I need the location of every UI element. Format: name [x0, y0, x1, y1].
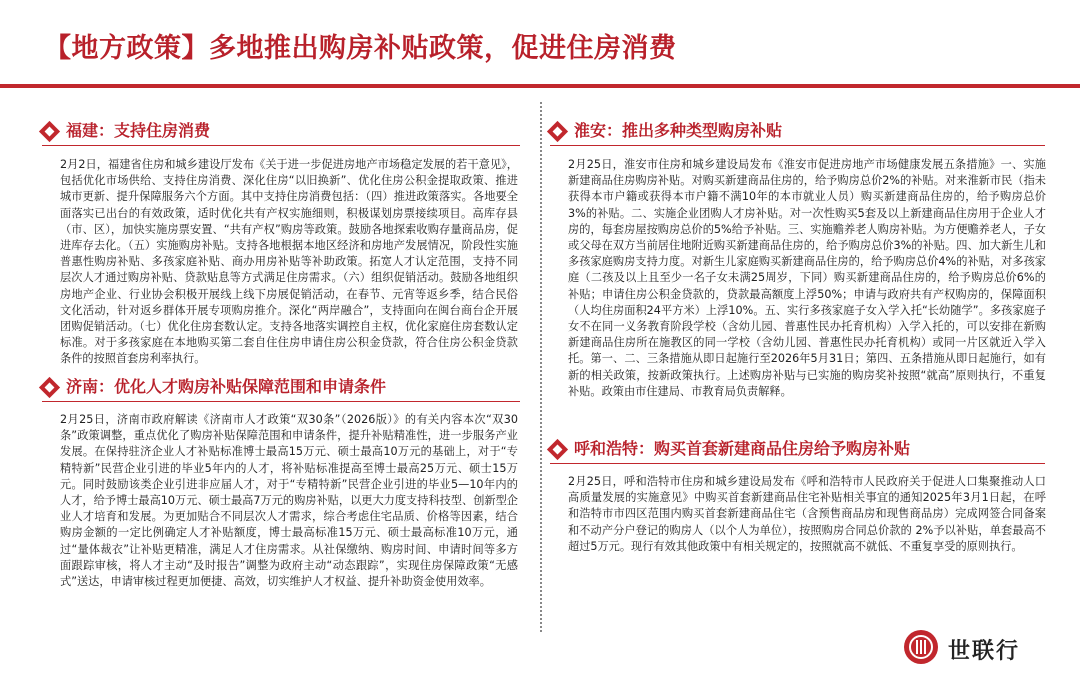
section-title: 福建：支持住房消费 [66, 121, 211, 140]
title-bar [0, 0, 1080, 88]
section-title: 呼和浩特：购买首套新建商品住房给予购房补贴 [574, 439, 911, 458]
diamond-bullet-icon [39, 377, 60, 398]
section-header-huaian [550, 118, 1045, 146]
section-body-hohhot: 2月25日，呼和浩特市住房和城乡建设局发布《呼和浩特市人民政府关于促进人口集聚推动人口高质量发展的实施意见》中购买首套新建商品住宅补贴相关事宜的通知2025年3月1日起，在呼和浩特市市四区范围内购买首套新建商品住宅（含预售商品房和现售商品房）完成网签合同备案和不动产分户登记的购房人（以个人为单位），按照购房合同总价款的 2%予以补贴，单套最高不超过5万元。现行有效其他政策中有相关规定的，按照就高不就低、不重复享受的原则执行。 [568, 475, 1046, 553]
section-body-jinan: 2月25日，济南市政府解读《济南市人才政策“双30条”（2026版）》的有关内容本次“双30条”政策调整，重点优化了购房补贴保障范围和申请条件，提升补贴精准性，进一步服务产业发展。在保持驻济企业人才补贴标准博士最高15万元、硕士最高10万元的基础上，对于“专精特新”民营企业引进的毕业5年内的人才，将补贴标准提高至博士最高25万元、硕士15万元。同时鼓励该类企业引进非应届人才，对于“专精特新”民营企业引进的毕业5—10年内的人才，给予博士最高10万元、硕士最高7万元的购房补贴，以更大力度支持科技型、创新型企业人才培育和发展。为更加贴合不同层次人才需求，综合考虑住宅品质、价格等因素，结合购房金额的一定比例确定人才补贴额度，博士最高标准15万元、硕士最高标准10万元，通过“量体裁衣”让补贴更精准，满足人才住房需求。从社保缴纳、购房时间、申请时间等多方面跟踪审核，将人才主动“及时报告”调整为政府主动“动态跟踪”，实现住房保障政策“无感式”送达，申请审核过程更加便捷、高效，切实维护人才权益、提升补助资金使用效率。 [60, 413, 518, 589]
section-body-huaian: 2月25日，淮安市住房和城乡建设局发布《淮安市促进房地产市场健康发展五条措施》一、实施新建商品住房购房补贴。对购买新建商品住房的，给予购房总价2%的补贴。对来淮新市民（指未获得本市户籍或获得本市户籍不满10年的本市就业人员）购买新建商品住房的，给予购房总价3%的补贴。二、实施企业团购人才房补贴。对一次性购买5套及以上新建商品住房用于企业人才房的，每套房屋按购房总价的5%给予补贴。三、实施赡养老人购房补贴。为方便赡养老人，子女或父母在双方当前居住地附近购买新建商品住房的，给予购房总价3%的补贴。四、加大新生儿和多孩家庭购房支持力度。对新生儿家庭购买新建商品住房的，给予购房总价4%的补贴，对多孩家庭（二孩及以上且至少一名子女未满25周岁，下同）购买新建商品住房的，给予购房总价6%的补贴；申请住房公积金贷款的，贷款最高额度上浮50%；申请与政府共有产权购房的，保障面积（人均住房面积24平方米）上浮10%。五、实行多孩家庭子女入学入托“长幼随学”。多孩家庭子女不在同一义务教育阶段学校（含幼儿园、普惠性民办托育机构）入学入托的，可以安排在新购新建商品住房所在施教区的同一学校（含幼儿园、普惠性民办托育机构）或同一片区就近入学入托。第一、二、三条措施从即日起施行至2026年5月31日；第四、五条措施从即日起施行，如有新的相关政策，按新政策执行。上述购房补贴与已实施的购房奖补按照“就高”原则执行，不重复补贴。政策由市住建局、市教育局负责解释。 [568, 158, 1046, 398]
section-title: 济南：优化人才购房补贴保障范围和申请条件 [66, 377, 387, 396]
section-rule [42, 401, 520, 402]
section-header-jinan [42, 374, 520, 402]
title-underline [0, 84, 1080, 88]
logo-text: 世联行 [948, 639, 1021, 664]
section-body-fujian: 2月2日，福建省住房和城乡建设厅发布《关于进一步促进房地产市场稳定发展的若干意见》，包括优化市场供给、支持住房消费、深化住房“以旧换新”、优化住房公积金提取政策、推进城市更新、提升保障服务六个方面。其中支持住房消费包括：（四）推进政策落实。各地要全面落实已出台的有效政策，适时优化共有产权实施细则，积极谋划房票接续项目。高库存县（市、区），加快实施房票安置、“共有产权”购房等政策。鼓励各地探索收购存量商品房，促进库存去化。（五）实施购房补贴。支持各地根据本地区经济和房地产发展情况，阶段性实施普惠性购房补贴、多孩家庭补贴、商办用房补贴等补助政策。拓宽人才认定范围，支持不同层次人才通过购房补贴、贷款贴息等方式满足住房需求。（六）组织促销活动。鼓励各地组织房地产企业、行业协会积极开展线上线下房展促销活动，在春节、元宵等返乡季，结合民俗文化活动，针对返乡群体开展专项购房推介。深化“两岸融合”，支持面向在闽台商台企开展团购促销活动。（七）优化住房套数认定。支持各地落实调控自主权，优化家庭住房套数认定标准。对于多孩家庭在本地购买第二套自住住房申请住房公积金贷款，符合住房公积金贷款条件的按照首套房利率执行。 [60, 158, 518, 366]
section-header-hohhot [550, 436, 1045, 464]
brand-logo [904, 628, 1054, 668]
section-rule [550, 463, 1045, 464]
diamond-bullet-icon [547, 121, 568, 142]
section-rule [42, 145, 520, 146]
column-divider [540, 102, 542, 632]
section-header-fujian [42, 118, 520, 146]
diamond-bullet-icon [547, 439, 568, 460]
page-title: 【地方政策】多地推出购房补贴政策，促进住房消费 [44, 33, 677, 64]
section-title: 淮安：推出多种类型购房补贴 [574, 121, 783, 140]
diamond-bullet-icon [39, 121, 60, 142]
logo-seal-icon [904, 630, 938, 664]
section-rule [550, 145, 1045, 146]
